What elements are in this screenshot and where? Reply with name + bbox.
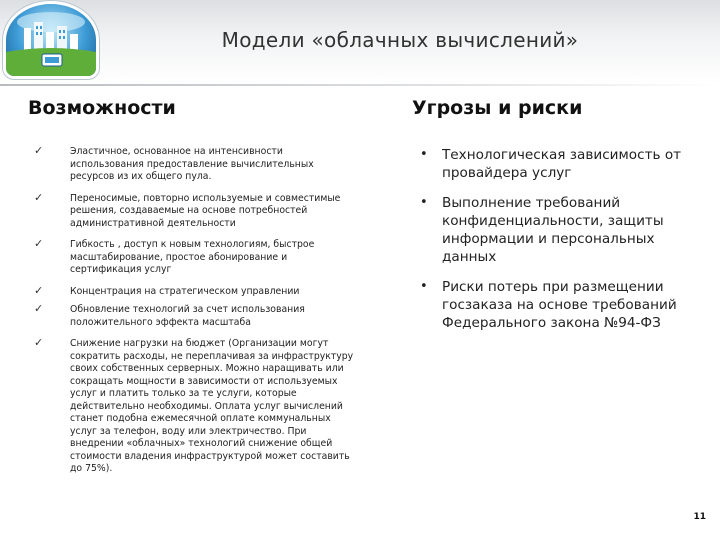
check-icon: ✓	[34, 190, 44, 204]
header-divider	[0, 84, 720, 86]
list-item	[34, 304, 354, 329]
list-item	[418, 194, 698, 266]
slide-title: Модели «облачных вычислений»	[221, 28, 579, 52]
risk-text: Выполнение требований конфиденциальности, защиты информации и персональных данных	[442, 195, 664, 265]
list-item	[418, 146, 698, 182]
risk-text: Технологическая зависимость от провайдера услуг	[442, 147, 682, 181]
risks-list	[418, 146, 698, 332]
check-icon: ✓	[34, 302, 44, 315]
bullet-icon: •	[420, 147, 428, 162]
opportunity-text: Снижение нагрузки на бюджет (Организации могут сократить расходы, не переплачивая за инфраструктуру своих собственных серверных. Можно наращивать или сокращать мощности в зависимости от используемых услуг и платить только за те услуги, которые действительно необходимы. Оплата услуг вычислений станет подобна ежемесячной оплате коммунальных услуг за телефон, воду или электричество. При внедрении «облачных» технологий снижение общей стоимости владения инфраструктурой может составить до 75%).	[70, 338, 354, 474]
bullet-icon: •	[420, 279, 428, 294]
check-icon: ✓	[34, 283, 44, 297]
risk-text: Риски потерь при размещении госзаказа на основе требований Федерального закона №94-ФЗ	[442, 279, 677, 331]
list-item	[34, 239, 354, 277]
list-item	[34, 338, 354, 476]
opportunity-text: Концентрация на стратегическом управлении	[70, 285, 300, 297]
opportunity-text: Обновление технологий за счет использования положительного эффекта масштаба	[70, 304, 305, 328]
list-item	[34, 146, 354, 184]
opportunities-heading: Возможности	[28, 97, 176, 119]
organization-logo	[6, 4, 96, 76]
opportunity-text: Эластичное, основанное на интенсивности использования предоставление вычислительных ресурсов из их общего пула.	[70, 146, 314, 182]
check-icon: ✓	[34, 144, 44, 157]
bullet-icon: •	[420, 195, 428, 210]
risks-heading: Угрозы и риски	[412, 97, 583, 119]
list-item	[418, 278, 698, 332]
list-item	[34, 283, 354, 299]
check-icon: ✓	[34, 237, 44, 250]
list-item	[34, 190, 354, 231]
opportunities-list	[34, 146, 354, 476]
page-number: 11	[693, 512, 706, 522]
opportunity-text: Гибкость , доступ к новым технологиям, быстрое масштабирование, простое абонирование и сертификация услуг	[70, 239, 315, 275]
opportunity-text: Переносимые, повторно используемые и совместимые решения, создаваемые на основе потребностей административной деятельности	[70, 192, 341, 229]
check-icon: ✓	[34, 336, 44, 349]
